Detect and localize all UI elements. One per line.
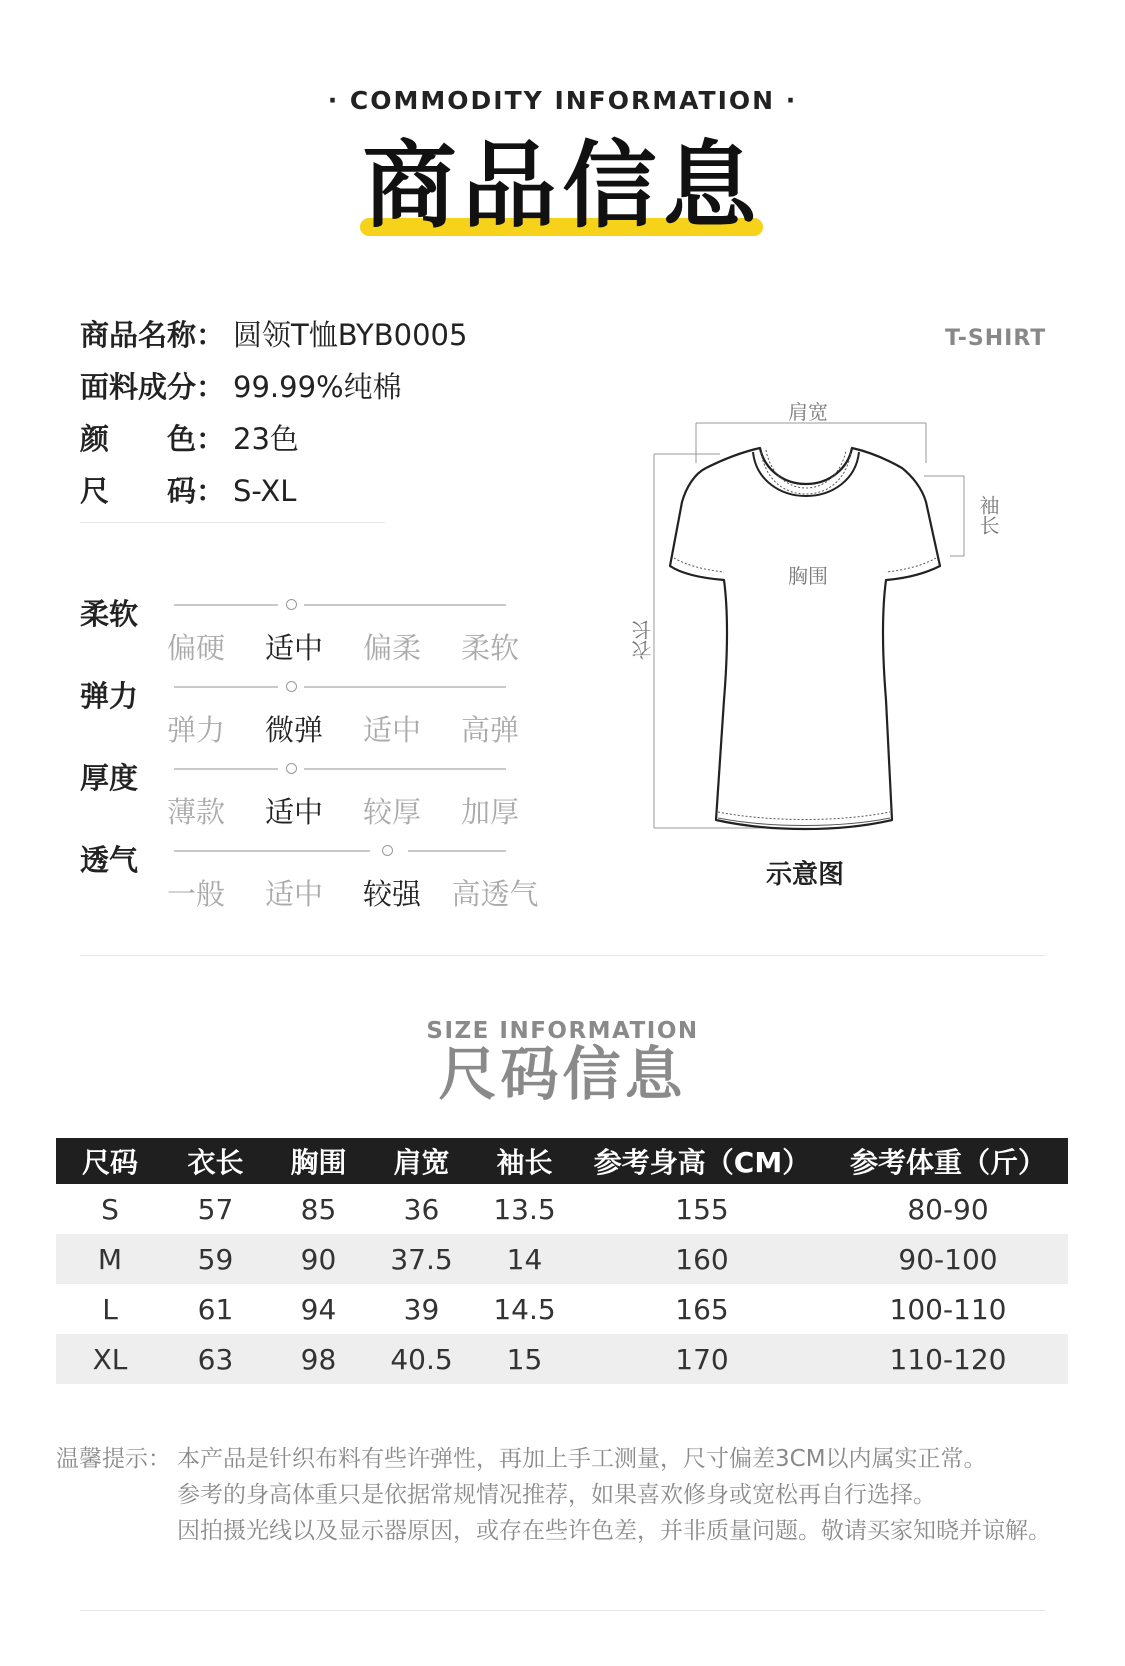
scale-line (174, 604, 278, 606)
table-cell: 170 (576, 1334, 828, 1384)
chest-label: 胸围 (788, 564, 828, 588)
table-header: 衣长 (164, 1138, 267, 1184)
spec-label: 尺 码： (80, 474, 226, 508)
table-cell: 14 (473, 1234, 576, 1284)
spec-row-fabric (80, 365, 402, 406)
attribute-label: 柔软 (80, 597, 139, 631)
spec-value: 23色 (233, 422, 299, 456)
tips-label: 温馨提示： (56, 1446, 171, 1472)
table-cell: 39 (403, 1292, 440, 1326)
table-header: 参考体重（斤） (828, 1138, 1068, 1184)
tips-line: 因拍摄光线以及显示器原因，或存在些许色差，并非质量问题。敬请买家知晓并谅解。 (177, 1518, 1051, 1544)
option-label: 适中 (264, 877, 323, 911)
table-cell: 85 (300, 1192, 337, 1226)
table-cell: 36 (403, 1192, 440, 1226)
table-header: 袖长 (473, 1138, 576, 1184)
option-label: 偏硬 (166, 631, 225, 665)
table-cell: 40.5 (370, 1334, 473, 1384)
size-table (56, 1138, 1068, 1384)
option-label-selected: 适中 (264, 795, 323, 829)
table-cell: 110-120 (828, 1334, 1068, 1384)
table-cell: 90 (267, 1234, 370, 1284)
table-cell: M (56, 1234, 164, 1284)
shoulder-label: 肩宽 (788, 400, 828, 424)
table-cell: 160 (576, 1234, 828, 1284)
section-subtitle: · COMMODITY INFORMATION · (327, 86, 798, 115)
length-label: 衣长 (631, 620, 655, 660)
table-cell: 94 (300, 1292, 337, 1326)
spec-label: 颜 色： (80, 422, 226, 456)
scale-line (174, 850, 370, 852)
attribute-label: 厚度 (80, 761, 139, 795)
option-label: 一般 (166, 877, 225, 911)
diagram-caption: 示意图 (766, 860, 845, 890)
option-label: 高弹 (460, 713, 519, 747)
table-cell: XL (56, 1334, 164, 1384)
table-cell: S (101, 1192, 119, 1226)
table-cell: 155 (675, 1192, 729, 1226)
table-cell: 90-100 (828, 1234, 1068, 1284)
footer-divider (80, 1610, 1045, 1611)
page-title: 商品信息 (362, 132, 763, 241)
spec-label: 商品名称： (80, 318, 226, 352)
table-cell: 37.5 (370, 1234, 473, 1284)
spec-row-name (80, 313, 467, 354)
option-label: 偏柔 (362, 631, 421, 665)
table-row (56, 1234, 1068, 1284)
scale-marker (286, 681, 297, 692)
option-label: 加厚 (460, 795, 519, 829)
table-row (56, 1284, 1068, 1334)
table-header: 参考身高（CM） (576, 1138, 828, 1184)
option-label-selected: 较强 (362, 877, 421, 911)
section-divider (80, 955, 1045, 956)
size-section-subtitle: SIZE INFORMATION (426, 1018, 699, 1044)
option-label: 弹力 (166, 713, 225, 747)
product-type-tag: T-SHIRT (945, 326, 1047, 351)
table-header: 肩宽 (370, 1138, 473, 1184)
table-cell: 57 (197, 1192, 234, 1226)
attribute-label: 透气 (80, 843, 139, 877)
table-header-row (56, 1138, 1068, 1184)
scale-line (174, 686, 278, 688)
table-row (56, 1184, 1068, 1234)
scale-line (304, 604, 506, 606)
spec-value: S-XL (233, 474, 297, 508)
option-label: 适中 (362, 713, 421, 747)
scale-line (304, 686, 506, 688)
scale-line (408, 850, 506, 852)
specs-divider (80, 522, 385, 523)
option-label: 高透气 (451, 877, 539, 911)
sleeve-label: 袖长 (976, 495, 1000, 535)
attribute-label: 弹力 (80, 679, 139, 713)
option-label: 较厚 (362, 795, 421, 829)
table-cell: 165 (675, 1292, 729, 1326)
spec-row-color (80, 417, 299, 458)
scale-marker (382, 845, 393, 856)
table-cell: L (102, 1292, 118, 1326)
scale-line (304, 768, 506, 770)
table-cell: 13.5 (493, 1192, 556, 1226)
table-cell: 80-90 (907, 1192, 989, 1226)
option-label: 柔软 (460, 631, 519, 665)
table-cell: 14.5 (493, 1292, 556, 1326)
scale-marker (286, 599, 297, 610)
table-header: 尺码 (56, 1138, 164, 1184)
table-row (56, 1334, 1068, 1384)
spec-value: 圆领T恤BYB0005 (233, 318, 468, 352)
option-label-selected: 微弹 (264, 713, 323, 747)
size-section-title: 尺码信息 (438, 1040, 687, 1108)
table-cell: 63 (164, 1334, 267, 1384)
tips-line: 参考的身高体重只是依据常规情况推荐，如果喜欢修身或宽松再自行选择。 (177, 1482, 936, 1508)
spec-value: 99.99%纯棉 (233, 370, 402, 404)
option-label: 薄款 (166, 795, 225, 829)
scale-marker (286, 763, 297, 774)
table-cell: 61 (197, 1292, 234, 1326)
table-header: 胸围 (267, 1138, 370, 1184)
scale-line (174, 768, 278, 770)
table-cell: 59 (164, 1234, 267, 1284)
spec-label: 面料成分： (80, 370, 226, 404)
option-label-selected: 适中 (264, 631, 323, 665)
tips-line: 本产品是针织布料有些许弹性，再加上手工测量，尺寸偏差3CM以内属实正常。 (177, 1446, 987, 1472)
table-cell: 100-110 (889, 1292, 1007, 1326)
table-cell: 15 (473, 1334, 576, 1384)
table-cell: 98 (267, 1334, 370, 1384)
tshirt-diagram (610, 380, 990, 880)
spec-row-size (80, 469, 296, 510)
